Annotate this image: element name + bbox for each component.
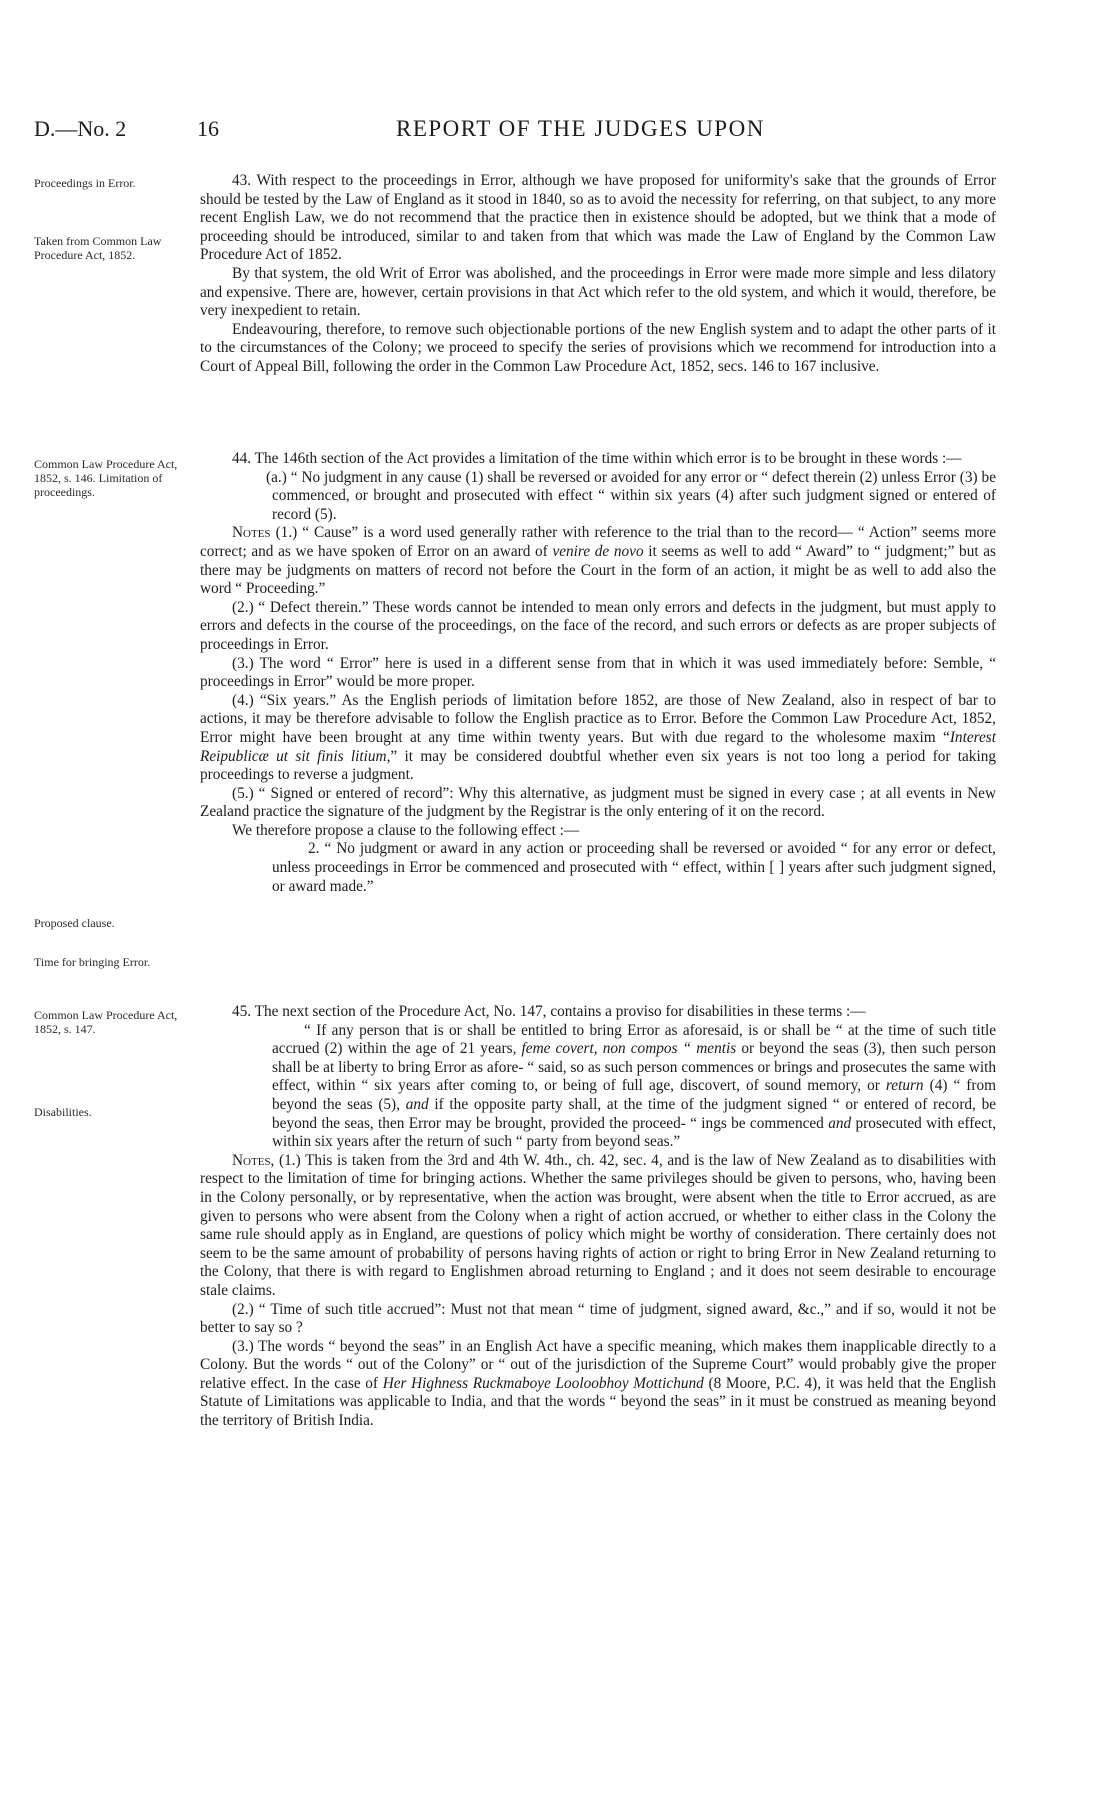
note-3: (3.) The word “ Error” here is used in a different sense from that in which it was used immediately before: Semble, “ proceedings in Error” would be more proper.	[200, 654, 996, 691]
note-1: Notes, (1.) This is taken from the 3rd and 4th W. 4th., ch. 42, sec. 4, and is the law of New Zealand as to disabilities with respect to the limitation of time for bringing actions. Whether the same privileges should be given to persons, who, having been in the Colony personally, or by representative, when the action was brought, were absent when the title to Error accrued, as are given to persons who were absent from the Colony when a right of action accrued, or whether to either class in the Colony the same rule should apply as in England, are questions of policy which might be worthy of consideration. There certainly does not seem to be the same amount of probability of persons having rights of action or right to bring Error in New Zealand returning to the Colony, that there is with regard to Englishmen abroad returning to England ; and it does not seem desirable to encourage stale claims.	[200, 1151, 997, 1299]
page-number: 16	[197, 116, 219, 141]
notes-label: Notes	[232, 524, 271, 542]
margin-note-s147: Common Law Procedure Act, 1852, s. 147.	[34, 1008, 178, 1036]
statute-quote: (a.) “ No judgment in any cause (1) shall be reversed or avoided for any error or “ defect therein (2) unless Error (3) be commenced, or brought and prosecuted with effect “ within six years (4) after such judgment signed or entered of record (5).	[266, 468, 996, 523]
margin-note-time-for-error: Time for bringing Error.	[34, 955, 151, 969]
note-1: Notes (1.) “ Cause” is a word used generally rather with reference to the trial than to the record— “ Action” seems more correct; and as we have spoken of Error on an award of venire de novo it seems as well to add “ Award” to “ judgment;” but as there may be judgments on matters of record not before the Court in the form of an action, it might be as well to add also the word “ Proceeding.”	[200, 524, 997, 598]
paragraph: Endeavouring, therefore, to remove such objectionable portions of the new English system and to adapt the other parts of it to the circumstances of the Colony; we proceed to specify the series of provisions which we recommend for introduction into a Court of Appeal Bill, following the order in the Common Law Procedure Act, 1852, secs. 146 to 167 inclusive.	[200, 320, 996, 375]
margin-note-taken-from: Taken from Common Law Procedure Act, 1852.	[34, 234, 162, 262]
margin-note-proposed-clause: Proposed clause.	[34, 916, 115, 930]
section-43	[200, 172, 996, 377]
section-44	[200, 450, 996, 896]
paragraph: 44. The 146th section of the Act provides a limitation of the time within which error is to be brought in these words :—	[232, 450, 962, 467]
statute-quote: “ If any person that is or shall be entitled to bring Error as aforesaid, is or shall be “ at the time of such title accrued (2) within the age of 21 years, feme covert, non compos “ mentis or beyond the seas (3), then such person shall be at liberty to bring Error as afore- “ said, so as such person commences or brings and prosecutes the same with effect, within “ six years after coming to, or being of full age, discovert, of sound memory, or return (4) “ from beyond the seas (5), and if the opposite party shall, at the time of the judgment signed “ or entered of record, be beyond the seas, then Error may be brought, provided the proceed- “ ings be commenced and prosecuted with effect, within six years after the return of such “ party from beyond seas.”	[272, 1021, 997, 1151]
margin-note-limitation: Common Law Procedure Act, 1852, s. 146. Limitation of proceedings.	[34, 457, 178, 499]
notes-label: Notes,	[232, 1151, 275, 1169]
paragraph: We therefore propose a clause to the following effect :—	[232, 821, 580, 839]
paragraph: 43. With respect to the proceedings in Error, although we have proposed for uniformity's sake that the grounds of Error should be tested by the Law of England as it stood in 1840, so as to avoid the necessity for referring, on that subject, to any more recent English Law, we do not recommend that the practice then in existence should be adopted, but we think that a mode of proceeding should be introduced, similar to and taken from that which was made the Law of England by the Common Law Procedure Act of 1852.	[200, 172, 996, 264]
running-title: REPORT OF THE JUDGES UPON	[396, 116, 765, 141]
note-3: (3.) The words “ beyond the seas” in an English Act have a specific meaning, which makes them inapplicable directly to a Colony. But the words “ out of the Colony” or “ out of the jurisdiction of the Supreme Court” would probably give the proper relative effect. In the case of Her Highness Ruckmaboye Looloobhoy Mottichund (8 Moore, P.C. 4), it was held that the English Statute of Limitations was applicable to India, and that the words “ beyond the seas” in it must be construed as meaning beyond the territory of British India.	[200, 1337, 996, 1430]
note-5: (5.) “ Signed or entered of record”: Why this alternative, as judgment must be signed in every case ; at all events in New Zealand practice the signature of the judgment by the Registrar is the only entering of it on the record.	[200, 784, 996, 821]
note-4: (4.) “Six years.” As the English periods of limitation before 1852, are those of New Zealand, also in respect of bar to actions, it may be therefore advisable to follow the English practice as to Error. Before the Common Law Procedure Act, 1852, Error might have been brought at any time within twenty years. But with due regard to the wholesome maxim “Interest Reipublicæ ut sit finis litium,” it may be considered doubtful whether even six years is not too long a period for taking proceedings to reverse a judgment.	[200, 691, 997, 784]
paragraph: By that system, the old Writ of Error was abolished, and the proceedings in Error were made more simple and less dilatory and expensive. There are, however, certain provisions in that Act which refer to the old system, and which it would, therefore, be very inexpedient to retain.	[200, 264, 996, 320]
proposed-clause: 2. “ No judgment or award in any action or proceeding shall be reversed or avoided “ for any error or defect, unless proceedings in Error be commenced and prosecuted with “ effect, within [ ] years after such judgment signed, or award made.”	[272, 840, 996, 895]
margin-note-proceedings: Proceedings in Error.	[34, 176, 136, 190]
paragraph: 45. The next section of the Procedure Act, No. 147, contains a proviso for disabilities in these terms :—	[232, 1003, 866, 1020]
margin-note-disabilities: Disabilities.	[34, 1105, 92, 1119]
note-2: (2.) “ Time of such title accrued”: Must not that mean “ time of judgment, signed award, &c.,” and if so, would it not be better to say so ?	[200, 1300, 996, 1337]
section-45	[200, 1003, 996, 1431]
document-reference: D.—No. 2	[34, 116, 127, 141]
note-2: (2.) “ Defect therein.” These words cannot be intended to mean only errors and defects in the judgment, but must apply to errors and defects in the course of the proceedings, on the face of the record, and such errors or defects as are proper subjects of proceedings in Error.	[200, 598, 996, 653]
